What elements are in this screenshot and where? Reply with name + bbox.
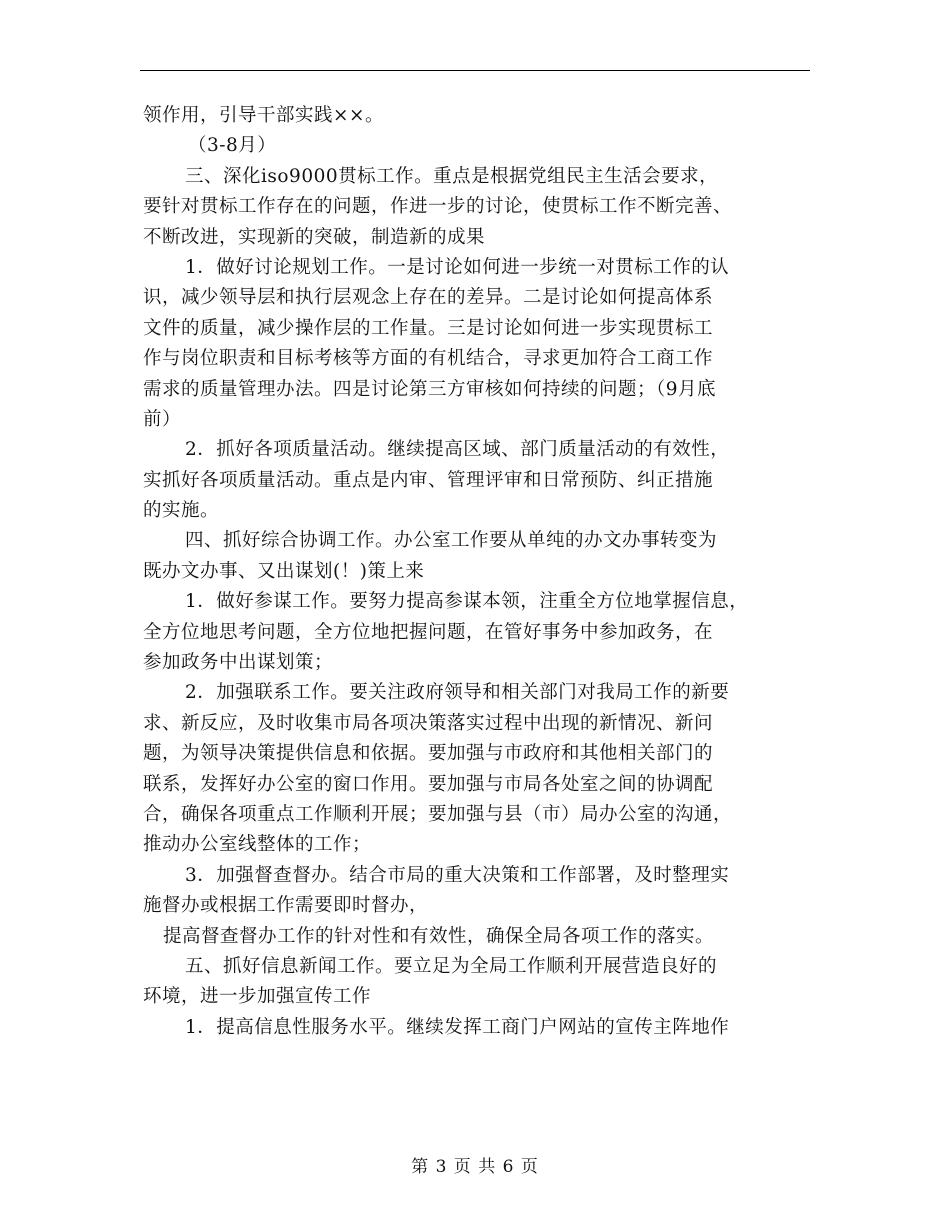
- text-line: （3-8月）: [188, 135, 277, 157]
- text-line: 识，减少领导层和执行层观念上存在的差异。二是讨论如何提高体系: [143, 287, 714, 309]
- text-line: 合，确保各项重点工作顺利开展；要加强与县（市）局办公室的沟通，: [143, 803, 733, 825]
- text-line: 不断改进，实现新的突破，制造新的成果: [143, 226, 486, 248]
- text-line: 既办文办事、又出谋划(！)策上来: [143, 560, 425, 582]
- text-line: 文件的质量，减少操作层的工作量。三是讨论如何进一步实现贯标工: [143, 317, 714, 339]
- text-line: 要针对贯标工作存在的问题，作进一步的讨论，使贯标工作不断完善、: [143, 196, 733, 218]
- text-line: 前）: [143, 408, 182, 430]
- text-line: 实抓好各项质量活动。重点是内审、管理评审和日常预防、纠正措施: [143, 469, 714, 491]
- text-line: 需求的质量管理办法。四是讨论第三方审核如何持续的问题；（9月底: [143, 378, 717, 400]
- text-line: 题，为领导决策提供信息和依据。要加强与市政府和其他相关部门的: [143, 743, 714, 765]
- text-line: 参加政务中出谋划策；: [143, 652, 334, 674]
- text-line: 环境，进一步加强宣传工作: [143, 986, 372, 1008]
- text-line: 2．加强联系工作。要关注政府领导和相关部门对我局工作的新要: [185, 682, 730, 704]
- text-line: 1．做好参谋工作。要努力提高参谋本领，注重全方位地掌握信息，: [185, 591, 749, 613]
- page-footer: 第 3 页 共 6 页: [411, 1157, 539, 1177]
- text-line: 提高督查督办工作的针对性和有效性，确保全局各项工作的落实。: [163, 925, 715, 947]
- text-line: 三、深化iso9000贯标工作。重点是根据党组民主生活会要求，: [185, 165, 719, 187]
- text-line: 推动办公室线整体的工作；: [143, 834, 372, 856]
- text-line: 全方位地思考问题，全方位地把握问题，在管好事务中参加政务，在: [143, 621, 714, 643]
- text-line: 求、新反应，及时收集市局各项决策落实过程中出现的新情况、新问: [143, 712, 714, 734]
- text-line: 联系，发挥好办公室的窗口作用。要加强与市局各处室之间的协调配: [143, 773, 714, 795]
- text-line: 3．加强督查督办。结合市局的重大决策和工作部署，及时整理实: [185, 864, 730, 886]
- header-rule: [140, 70, 810, 71]
- text-line: 1．做好讨论规划工作。一是讨论如何进一步统一对贯标工作的认: [185, 256, 730, 278]
- text-line: 五、抓好信息新闻工作。要立足为全局工作顺利开展营造良好的: [185, 955, 718, 977]
- text-line: 领作用，引导干部实践××。: [143, 105, 385, 126]
- text-line: 四、抓好综合协调工作。办公室工作要从单纯的办文办事转变为: [185, 530, 718, 552]
- text-line: 施督办或根据工作需要即时督办，: [143, 895, 429, 917]
- text-line: 2．抓好各项质量活动。继续提高区域、部门质量活动的有效性，: [185, 439, 730, 461]
- text-line: 的实施。: [143, 500, 220, 522]
- text-line: 1．提高信息性服务水平。继续发挥工商门户网站的宣传主阵地作: [185, 1016, 730, 1038]
- text-line: 作与岗位职责和目标考核等方面的有机结合，寻求更加符合工商工作: [143, 348, 714, 370]
- document-body: [143, 101, 815, 1043]
